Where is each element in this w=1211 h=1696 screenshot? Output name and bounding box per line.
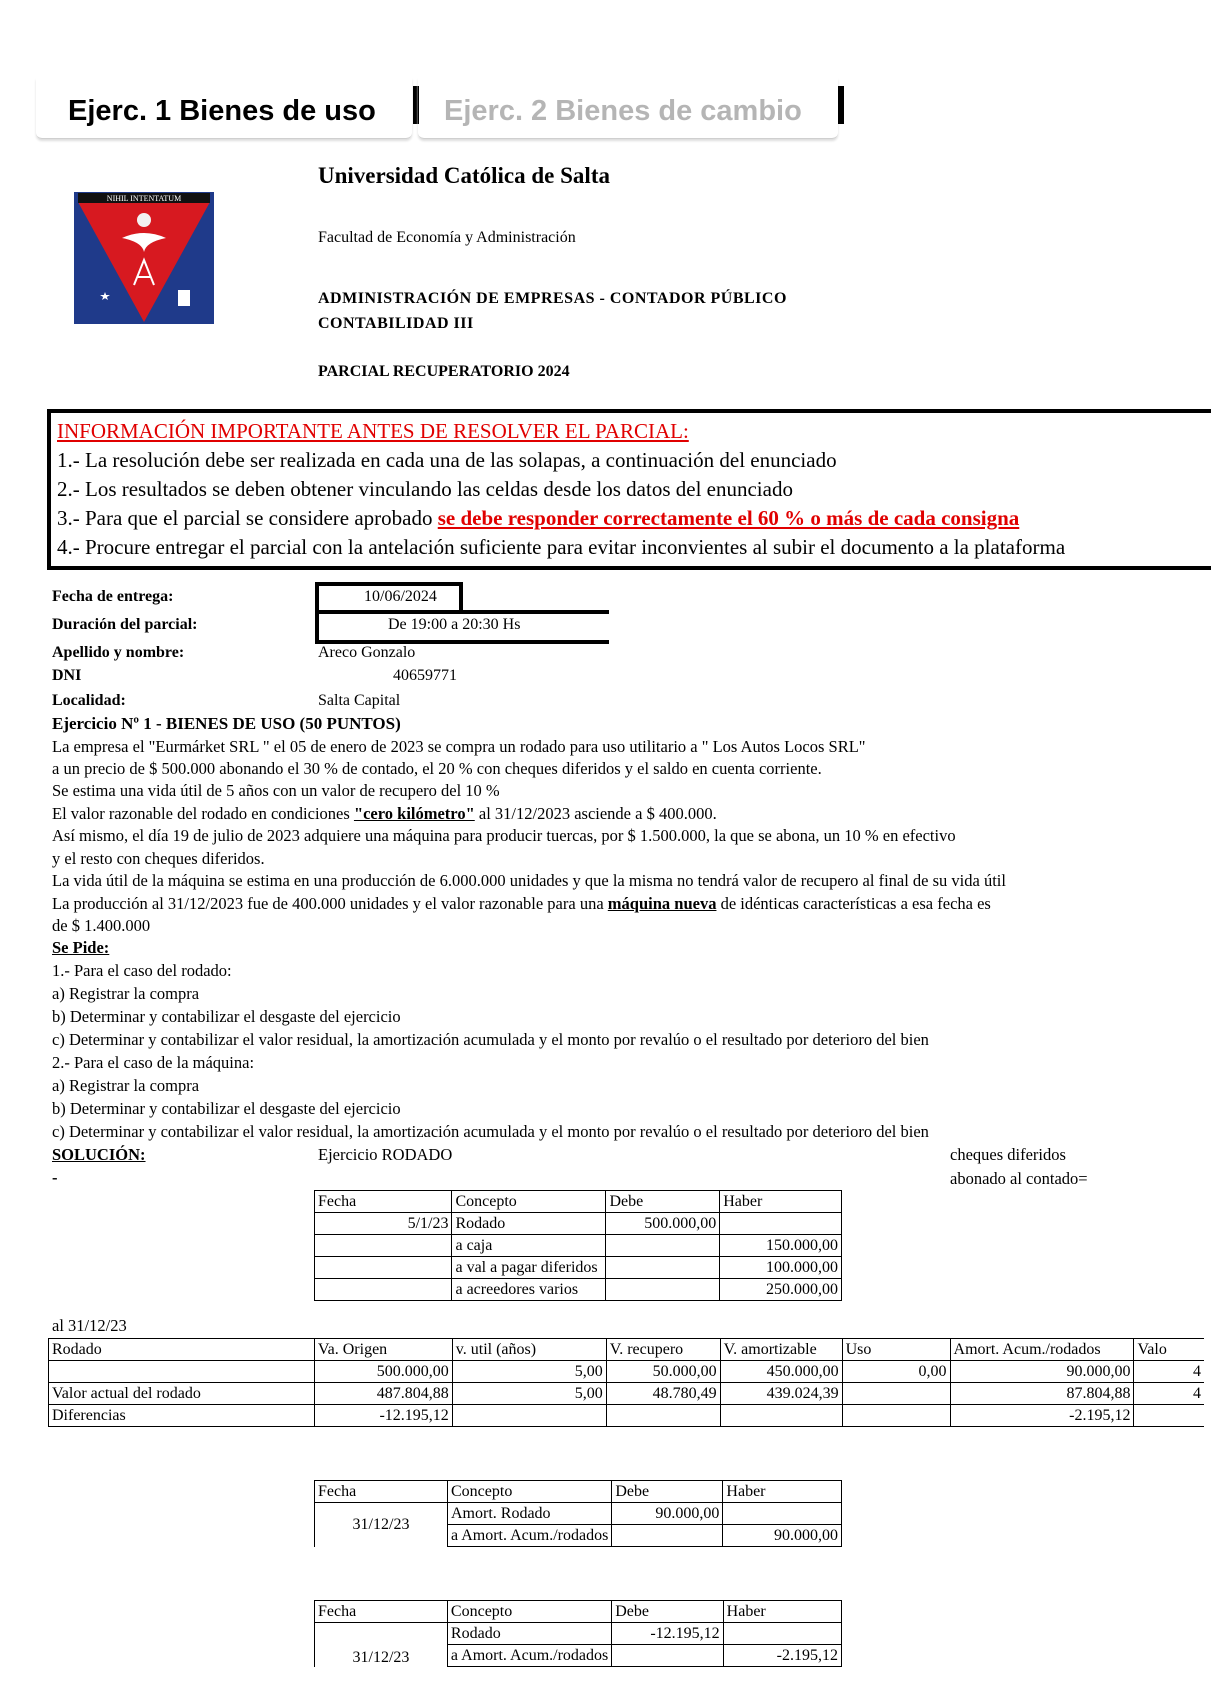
cell[interactable]: [1134, 1405, 1204, 1427]
cell[interactable]: [606, 1405, 720, 1427]
info-line-2: 2.- Los resultados se deben obtener vinculando las celdas desde los datos del enunciado: [57, 477, 793, 501]
header-cell: Fecha: [315, 1601, 448, 1623]
nombre-value: Areco Gonzalo: [318, 644, 416, 661]
header-cell: Haber: [723, 1601, 841, 1623]
tab-bienes-de-cambio[interactable]: [418, 78, 838, 139]
cell[interactable]: [723, 1503, 842, 1525]
question-line: c) Determinar y contabilizar el valor residual, la amortización acumulada y el monto por revalúo o el resultado por deterioro del bien: [52, 1030, 929, 1049]
cell[interactable]: [723, 1623, 841, 1645]
cell[interactable]: a val a pagar diferidos: [452, 1257, 606, 1279]
cell[interactable]: [606, 1279, 720, 1301]
header-cell: Concepto: [452, 1191, 606, 1213]
header-cell: Fecha: [315, 1481, 448, 1503]
cell[interactable]: [452, 1405, 606, 1427]
cell[interactable]: Rodado: [452, 1213, 606, 1235]
cell[interactable]: 450.000,00: [720, 1361, 842, 1383]
cell[interactable]: Rodado: [447, 1623, 611, 1645]
header-cell: Concepto: [447, 1601, 611, 1623]
university-name: Universidad Católica de Salta: [318, 163, 610, 188]
table-header-row: [315, 1601, 842, 1623]
important-info-box: [47, 409, 1211, 570]
cell[interactable]: Valor actual del rodado: [49, 1383, 315, 1405]
header-cell: Debe: [606, 1191, 720, 1213]
statement-line: de $ 1.400.000: [52, 916, 151, 935]
cell[interactable]: [315, 1279, 452, 1301]
statement-text: La producción al 31/12/2023 fue de 400.000 unidades y el valor razonable para una: [52, 894, 608, 913]
header-cell: Haber: [723, 1481, 842, 1503]
cell[interactable]: [315, 1235, 452, 1257]
date-label: al 31/12/23: [52, 1316, 127, 1335]
cell[interactable]: -2.195,12: [950, 1405, 1134, 1427]
statement-line: a un precio de $ 500.000 abonando el 30 % de contado, el 20 % con cheques diferidos y el saldo en cuenta corriente.: [52, 759, 822, 778]
faculty-name: Facultad de Economía y Administración: [318, 229, 576, 246]
question-line: c) Determinar y contabilizar el valor residual, la amortización acumulada y el monto por revalúo o el resultado por deterioro del bien: [52, 1122, 929, 1141]
table-row: [315, 1235, 842, 1257]
table-row: [315, 1213, 842, 1235]
cell[interactable]: 50.000,00: [606, 1361, 720, 1383]
statement-text: de idénticas características a esa fecha es: [716, 894, 991, 913]
table-header-row: [49, 1339, 1205, 1361]
cell[interactable]: 250.000,00: [720, 1279, 842, 1301]
header-cell: Fecha: [315, 1191, 452, 1213]
cell[interactable]: [606, 1235, 720, 1257]
info-line-4: 4.- Procure entregar el parcial con la antelación suficiente para evitar inconvientes al subir el documento a la plataforma: [57, 535, 1066, 559]
cell[interactable]: [612, 1525, 723, 1547]
info-line-3-text: 3.- Para que el parcial se considere aprobado: [57, 506, 438, 530]
info-line-3-highlight: se debe responder correctamente el 60 % o más de cada consigna: [437, 506, 1020, 530]
tab-label: Ejerc. 2 Bienes de cambio: [444, 95, 802, 127]
cell[interactable]: 150.000,00: [720, 1235, 842, 1257]
header-cell: V. amortizable: [720, 1339, 842, 1361]
cell[interactable]: -12.195,12: [612, 1623, 723, 1645]
career-name: ADMINISTRACIÓN DE EMPRESAS - CONTADOR PÚBLICO: [318, 290, 787, 307]
cell[interactable]: 87.804,88: [950, 1383, 1134, 1405]
duracion-label: Duración del parcial:: [52, 616, 198, 633]
cell[interactable]: [842, 1383, 950, 1405]
statement-line: Se estima una vida útil de 5 años con un valor de recupero del 10 %: [52, 781, 500, 800]
header-cell: Uso: [842, 1339, 950, 1361]
localidad-value: Salta Capital: [318, 692, 401, 709]
question-line: a) Registrar la compra: [52, 1076, 200, 1095]
nombre-label: Apellido y nombre:: [52, 644, 185, 661]
cell[interactable]: 5/1/23: [315, 1213, 452, 1235]
cell[interactable]: [612, 1645, 723, 1667]
statement-text: al 31/12/2023 asciende a $ 400.000.: [474, 804, 717, 823]
depreciation-calc-table: [48, 1338, 1204, 1427]
tab-separator: [838, 86, 844, 124]
table-row: [315, 1623, 842, 1645]
cell[interactable]: 0,00: [842, 1361, 950, 1383]
university-logo: [74, 190, 214, 330]
question-line: b) Determinar y contabilizar el desgaste del ejercicio: [52, 1007, 401, 1026]
question-line: b) Determinar y contabilizar el desgaste del ejercicio: [52, 1099, 401, 1118]
note-contado: abonado al contado=: [950, 1169, 1088, 1188]
cell[interactable]: 5,00: [452, 1361, 606, 1383]
header-cell: Amort. Acum./rodados: [950, 1339, 1134, 1361]
info-line-3: [57, 506, 1019, 531]
cell[interactable]: 48.780,49: [606, 1383, 720, 1405]
cell[interactable]: [842, 1405, 950, 1427]
journal-depreciation-table: [314, 1480, 842, 1547]
statement-line: [52, 894, 991, 914]
table-header-row: [315, 1481, 842, 1503]
header-cell: Haber: [720, 1191, 842, 1213]
fecha-label: Fecha de entrega:: [52, 588, 174, 605]
tab-label: Ejerc. 1 Bienes de uso: [68, 95, 376, 127]
cell[interactable]: [606, 1257, 720, 1279]
cell[interactable]: 439.024,39: [720, 1383, 842, 1405]
table-row: [315, 1503, 842, 1525]
cell[interactable]: 31/12/23: [315, 1503, 448, 1547]
cell[interactable]: 90.000,00: [950, 1361, 1134, 1383]
cell[interactable]: 100.000,00: [720, 1257, 842, 1279]
cell[interactable]: Amort. Rodado: [448, 1503, 612, 1525]
table-row: [315, 1257, 842, 1279]
svg-text:NIHIL INTENTATUM: NIHIL INTENTATUM: [106, 194, 182, 203]
table-header-row: [315, 1191, 842, 1213]
header-cell: Debe: [612, 1481, 723, 1503]
info-title: INFORMACIÓN IMPORTANTE ANTES DE RESOLVER EL PARCIAL:: [57, 419, 689, 443]
subject-name: CONTABILIDAD III: [318, 315, 474, 332]
cell[interactable]: 487.804,88: [314, 1383, 452, 1405]
cell[interactable]: 500.000,00: [606, 1213, 720, 1235]
cell[interactable]: a Amort. Acum./rodados: [447, 1645, 611, 1667]
statement-line: La vida útil de la máquina se estima en una producción de 6.000.000 unidades y que la misma no tendrá valor de recupero al final de su vida útil: [52, 871, 1006, 890]
cell[interactable]: 500.000,00: [314, 1361, 452, 1383]
cell[interactable]: 4: [1134, 1383, 1204, 1405]
statement-emphasis: máquina nueva: [607, 894, 717, 913]
statement-emphasis: "cero kilómetro": [353, 804, 475, 823]
cell[interactable]: a acreedores varios: [452, 1279, 606, 1301]
cell[interactable]: [315, 1257, 452, 1279]
cell[interactable]: a Amort. Acum./rodados: [448, 1525, 612, 1547]
exam-title: PARCIAL RECUPERATORIO 2024: [318, 363, 570, 380]
dni-label: DNI: [52, 667, 82, 684]
header-cell: Valo: [1134, 1339, 1204, 1361]
header-cell: Concepto: [448, 1481, 612, 1503]
cell[interactable]: 90.000,00: [612, 1503, 723, 1525]
tab-bienes-de-uso[interactable]: [36, 78, 412, 139]
cell[interactable]: -2.195,12: [723, 1645, 841, 1667]
question-line: 2.- Para el caso de la máquina:: [52, 1053, 255, 1072]
cell[interactable]: 4: [1134, 1361, 1204, 1383]
header-cell: Rodado: [49, 1339, 315, 1361]
cell[interactable]: [720, 1405, 842, 1427]
solution-subtitle: Ejercicio RODADO: [318, 1145, 453, 1164]
statement-text: El valor razonable del rodado en condiciones: [52, 804, 354, 823]
statement-line: Así mismo, el día 19 de julio de 2023 adquiere una máquina para producir tuercas, por $ 1.500.000, la que se abona, un 10 % en efectivo: [52, 826, 956, 845]
localidad-label: Localidad:: [52, 692, 126, 709]
cell[interactable]: [720, 1213, 842, 1235]
se-pide-label: Se Pide:: [52, 938, 110, 957]
dni-value: 40659771: [393, 667, 457, 684]
cell[interactable]: -12.195,12: [314, 1405, 452, 1427]
table-row: [315, 1279, 842, 1301]
cell[interactable]: 90.000,00: [723, 1525, 842, 1547]
solution-label: SOLUCIÓN:: [52, 1145, 146, 1164]
solution-dash: -: [52, 1168, 58, 1187]
header-cell: Va. Origen: [314, 1339, 452, 1361]
note-cheques: cheques diferidos: [950, 1145, 1066, 1164]
table-row: [49, 1361, 1205, 1383]
statement-line: La empresa el "Eurmárket SRL " el 05 de enero de 2023 se compra un rodado para uso utilitario a " Los Autos Locos SRL": [52, 737, 866, 756]
header-cell: V. recupero: [606, 1339, 720, 1361]
cell[interactable]: [49, 1361, 315, 1383]
cell[interactable]: 5,00: [452, 1383, 606, 1405]
journal-purchase-table: [314, 1190, 842, 1301]
exercise-title: Ejercicio Nº 1 - BIENES DE USO (50 PUNTOS): [52, 714, 401, 733]
cell[interactable]: Diferencias: [49, 1405, 315, 1427]
statement-line: y el resto con cheques diferidos.: [52, 849, 265, 868]
table-row: [49, 1405, 1205, 1427]
question-line: a) Registrar la compra: [52, 984, 200, 1003]
statement-line: [52, 804, 717, 824]
cell[interactable]: a caja: [452, 1235, 606, 1257]
fecha-value: 10/06/2024: [364, 588, 437, 605]
question-line: 1.- Para el caso del rodado:: [52, 961, 232, 980]
duracion-value: De 19:00 a 20:30 Hs: [388, 616, 521, 633]
info-line-1: 1.- La resolución debe ser realizada en cada una de las solapas, a continuación del enunciado: [57, 448, 837, 472]
table-row: [49, 1383, 1205, 1405]
cell[interactable]: 31/12/23: [315, 1623, 448, 1667]
header-cell: v. util (años): [452, 1339, 606, 1361]
header-cell: Debe: [612, 1601, 723, 1623]
journal-revaluation-table: [314, 1600, 842, 1667]
